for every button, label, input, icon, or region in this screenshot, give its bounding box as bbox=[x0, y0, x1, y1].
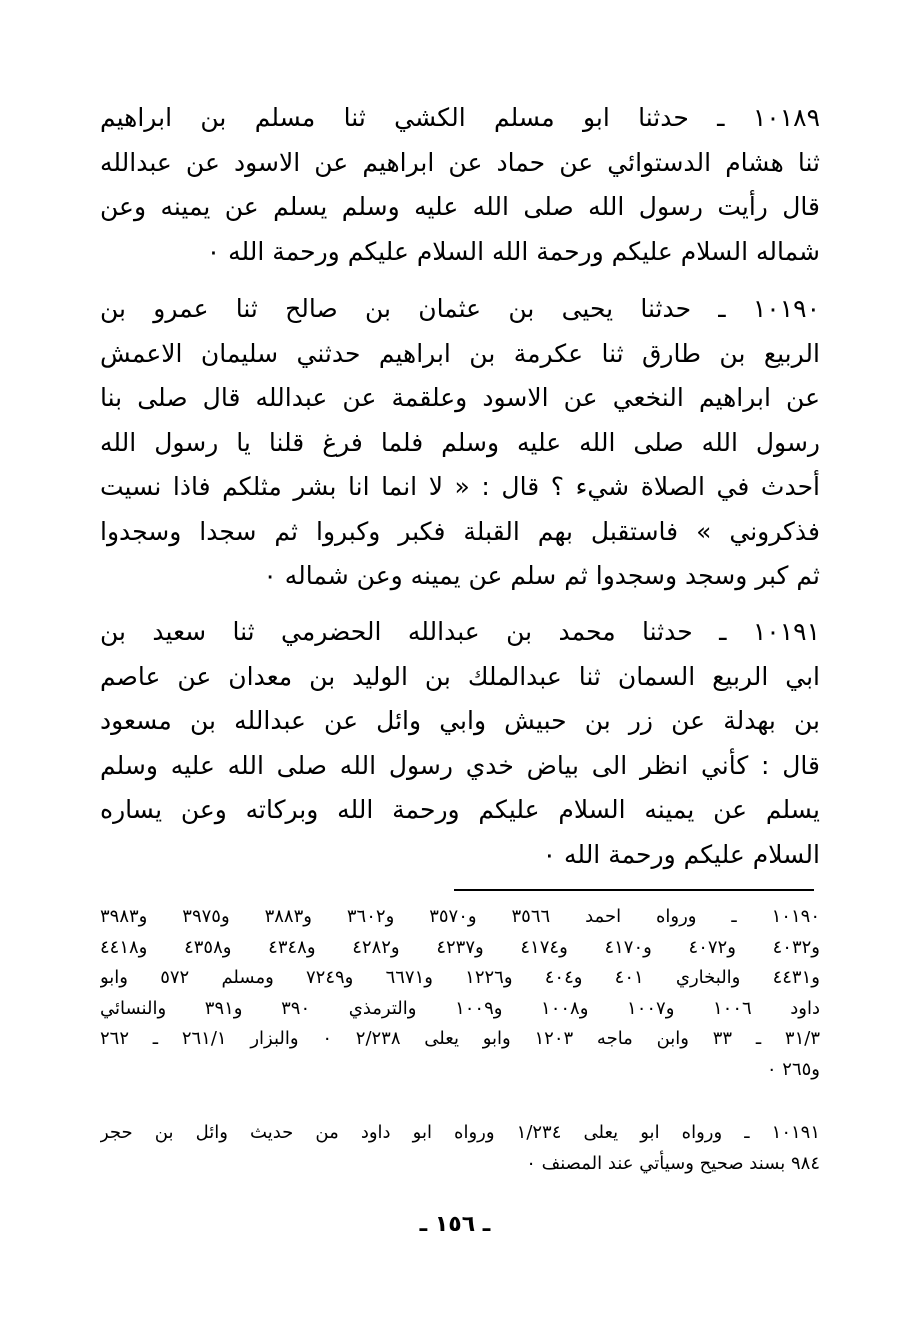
footnote-line: ٩٨٤ بسند صحيح وسيأتي عند المصنف ٠ bbox=[526, 1152, 820, 1174]
hadith-line: قال : كأني انظر الى بياض خدي رسول الله صلى الله عليه وسلم bbox=[100, 750, 820, 780]
hadith-10190 bbox=[100, 287, 820, 599]
hadith-line: ابي الربيع السمان ثنا عبدالملك بن الوليد بن معدان عن عاصم bbox=[100, 661, 820, 691]
footnote-line: و٤٠٣٢ و٤٠٧٢ و٤١٧٠ و٤١٧٤ و٤٢٣٧ و٤٢٨٢ و٤٣٤٨ و٤٣٥٨ و٤٤١٨ bbox=[100, 936, 820, 958]
hadith-line: فذكروني » فاستقبل بهم القبلة فكبر وكبروا ثم سجدا وسجدوا bbox=[100, 516, 820, 546]
hadith-line: عن ابراهيم النخعي عن الاسود وعلقمة عن عبدالله قال صلى بنا bbox=[100, 383, 820, 412]
hadith-10191 bbox=[100, 610, 820, 877]
hadith-line: ثنا هشام الدستوائي عن حماد عن ابراهيم عن الاسود عن عبدالله bbox=[100, 147, 820, 177]
hadith-line: الربيع بن طارق ثنا عكرمة بن ابراهيم حدثني سليمان الاعمش bbox=[100, 338, 820, 368]
footnote-line: ١٠١٩١ ـ ورواه ابو يعلى ١/٢٣٤ ورواه ابو داود من حديث وائل بن حجر bbox=[100, 1122, 820, 1143]
hadith-line: شماله السلام عليكم ورحمة الله السلام عليكم ورحمة الله ٠ bbox=[206, 236, 820, 266]
footnote-10191 bbox=[100, 1118, 820, 1179]
footnote-line: و٤٤٣١ والبخاري ٤٠١ و٤٠٤ و١٢٢٦ و٦٦٧١ و٧٢٤٩ ومسلم ٥٧٢ وابو bbox=[100, 967, 820, 988]
hadith-line: ثم كبر وسجد وسجدوا ثم سلم عن يمينه وعن شماله ٠ bbox=[263, 561, 820, 590]
footnote-line: داود ١٠٠٦ و١٠٠٧ و١٠٠٨ و١٠٠٩ والترمذي ٣٩٠ و٣٩١ والنسائي bbox=[100, 997, 820, 1019]
footnote-line: ٣١/٣ ـ ٣٣ وابن ماجه ١٢٠٣ وابو يعلى ٢/٢٣٨ ٠ والبزار ٢٦١/١ ـ ٢٦٢ bbox=[100, 1028, 820, 1049]
hadith-line: رسول الله صلى الله عليه وسلم فلما فرغ قلنا يا رسول الله bbox=[100, 427, 820, 457]
hadith-line: السلام عليكم ورحمة الله ٠ bbox=[542, 839, 820, 869]
footnote-divider bbox=[454, 889, 814, 891]
hadith-line: ١٠١٩١ ـ حدثنا محمد بن عبدالله الحضرمي ثنا سعيد بن bbox=[100, 617, 820, 646]
hadith-line: بن بهدلة عن زر بن حبيش وابي وائل عن عبدالله بن مسعود bbox=[100, 706, 820, 735]
hadith-line: ١٠١٩٠ ـ حدثنا يحيى بن عثمان بن صالح ثنا عمرو بن bbox=[100, 294, 820, 323]
hadith-line: يسلم عن يمينه السلام عليكم ورحمة الله وبركاته وعن يساره bbox=[100, 795, 820, 824]
footnote-10190 bbox=[100, 902, 820, 1085]
footnote-line: ١٠١٩٠ ـ ورواه احمد ٣٥٦٦ و٣٥٧٠ و٣٦٠٢ و٣٨٨٣ و٣٩٧٥ و٣٩٨٣ bbox=[100, 906, 820, 927]
hadith-10189 bbox=[100, 96, 820, 274]
page-number: ـ ١٥٦ ـ bbox=[419, 1212, 491, 1237]
hadith-line: قال رأيت رسول الله صلى الله عليه وسلم يسلم عن يمينه وعن bbox=[100, 192, 820, 221]
hadith-line: ١٠١٨٩ ـ حدثنا ابو مسلم الكشي ثنا مسلم بن ابراهيم bbox=[100, 103, 820, 132]
footnote-line: و٢٦٥ ٠ bbox=[766, 1058, 820, 1080]
hadith-line: أحدث في الصلاة شيء ؟ قال : « لا انما انا بشر مثلكم فاذا نسيت bbox=[100, 472, 820, 501]
